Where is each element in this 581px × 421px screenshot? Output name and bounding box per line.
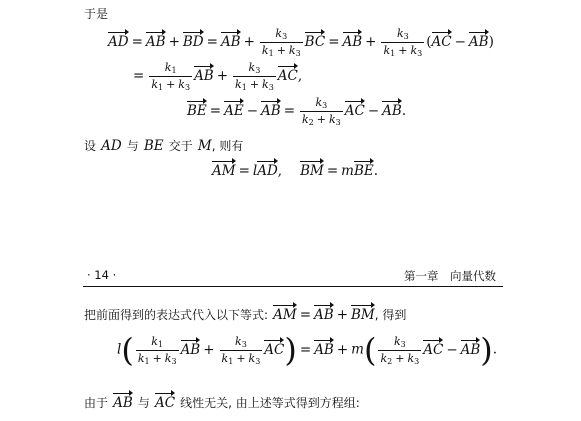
vec-bd: BD <box>183 31 204 50</box>
equation-ad: AD = AB + BD = AB + $\frac{k_3}{k_1 + k_3}$ BC = AB + $\frac{k_3}{k_1 + k_3}$ (AC − AB) <box>108 27 494 58</box>
vec-ae: AE <box>224 100 244 119</box>
fraction: $\frac{k_3}{k_2 + k_3}$ <box>380 334 420 366</box>
vec-ac: AC <box>278 65 298 84</box>
vec-ac: AC <box>432 31 452 50</box>
equation-am-bm: AM = lAD, BM = mBE. <box>212 160 378 179</box>
equation-substituted: l( $\frac{k_1}{k_1 + k_3}$ AB + $\frac{k_3}{k_1 + k_3}$ AC) = AB + m( $\frac{k_3}{k_2 + k_3}$ AC − AB). <box>117 331 498 369</box>
vec-ab: AB <box>113 392 133 411</box>
fraction: $\frac{k_1}{k_1 + k_3}$ <box>151 61 191 92</box>
equation-be: BE = AE − AB = $\frac{k_3}{k_2 + k_3}$ AC − AB. <box>187 96 407 127</box>
header-rule <box>83 286 503 287</box>
vec-am: AM <box>212 160 236 179</box>
vec-ac: AC <box>423 339 443 358</box>
fraction: $\frac{k_3}{k_1 + k_3}$ <box>235 61 274 92</box>
vec-ab: AB <box>461 339 481 358</box>
vec-ad: AD <box>108 31 129 50</box>
vec-bm: BM <box>351 304 375 323</box>
vec-ad: AD <box>257 160 278 179</box>
text-linear-independence: 由于 AB 与 AC 线性无关, 由上述等式得到方程组: <box>84 392 360 411</box>
vec-bm: BM <box>300 160 324 179</box>
text-intersection: 设 AD 与 BE 交于 M, 则有 <box>84 138 244 154</box>
fraction: $\frac{k_3}{k_1 + k_3}$ <box>261 27 301 58</box>
vec-ac: AC <box>264 339 284 358</box>
vec-ab: AB <box>382 100 402 119</box>
vec-ac: AC <box>345 100 365 119</box>
equation-ad-cont: = $\frac{k_1}{k_1 + k_3}$ AB + $\frac{k_3}{k_1 + k_3}$ AC, <box>133 61 303 92</box>
page-number: · 14 · <box>87 268 117 282</box>
text-yushi: 于是 <box>84 7 109 21</box>
vec-ab: AB <box>261 100 281 119</box>
fraction: $\frac{k_1}{k_1 + k_3}$ <box>137 334 177 366</box>
vec-ab: AB <box>343 31 363 50</box>
vec-ac: AC <box>155 392 175 411</box>
vec-be: BE <box>354 160 374 179</box>
vec-ab: AB <box>146 31 166 50</box>
fraction: $\frac{k_3}{k_1 + k_3}$ <box>221 334 261 366</box>
text-substitute: 把前面得到的表达式代入以下等式: AM = AB + BM, 得到 <box>84 304 406 323</box>
vec-ab: AB <box>221 31 241 50</box>
vec-am: AM <box>273 304 297 323</box>
chapter-title: 第一章 向量代数 <box>404 269 496 283</box>
vec-ab: AB <box>194 65 214 84</box>
fraction: $\frac{k_3}{k_1 + k_3}$ <box>383 27 423 58</box>
vec-bc: BC <box>305 31 326 50</box>
vec-ab: AB <box>469 31 489 50</box>
vec-be: BE <box>187 100 207 119</box>
vec-ab: AB <box>181 339 201 358</box>
vec-ab: AB <box>314 304 334 323</box>
fraction: $\frac{k_3}{k_2 + k_3}$ <box>302 96 341 127</box>
vec-ab: AB <box>314 339 334 358</box>
